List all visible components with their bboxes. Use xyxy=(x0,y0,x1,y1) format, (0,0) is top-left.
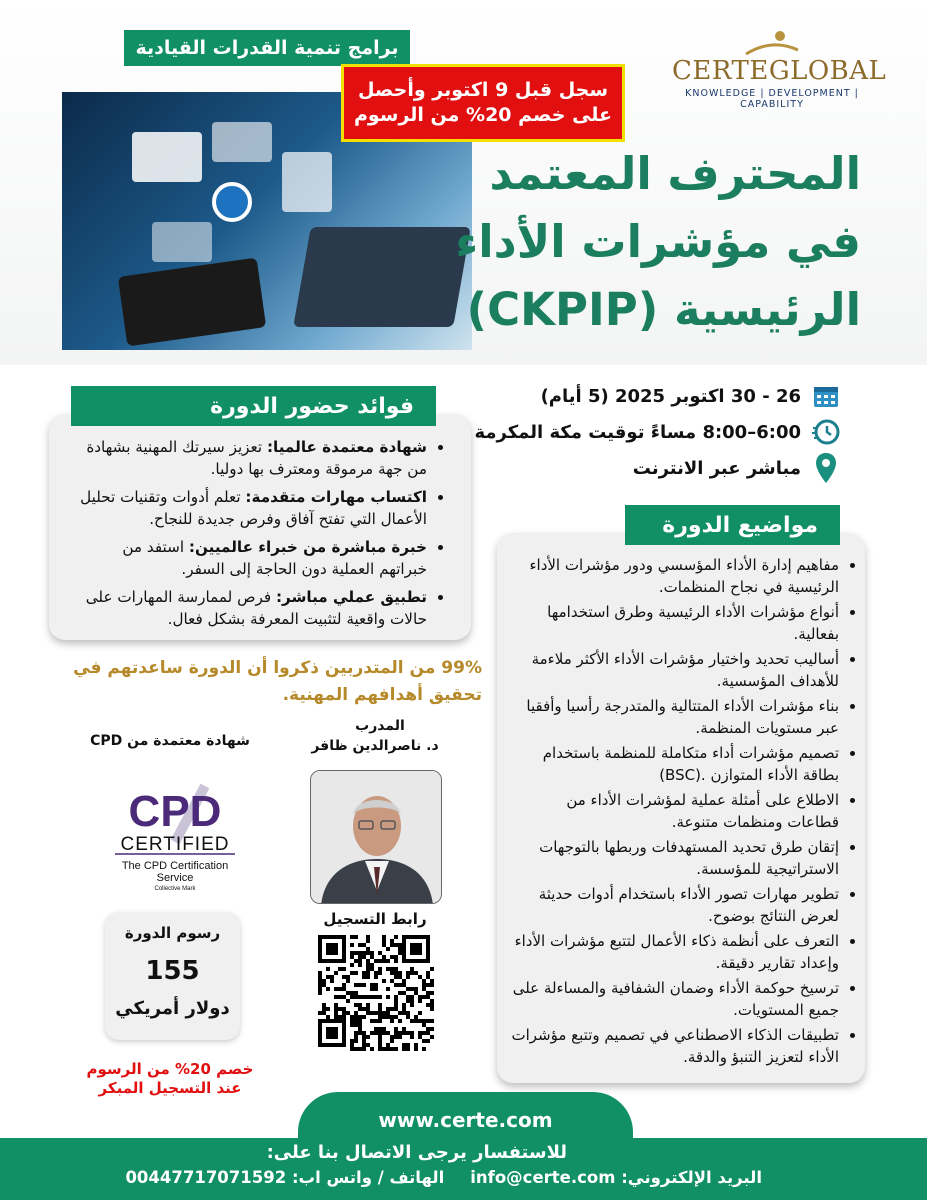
topics-list xyxy=(511,555,853,1068)
qr-code-icon xyxy=(318,935,434,1051)
date-row xyxy=(441,378,841,414)
contact-details xyxy=(125,1168,762,1187)
early-discount-line2: عند التسجيل المبكر xyxy=(98,1079,242,1097)
course-title xyxy=(441,140,861,344)
title-line1: المحترف المعتمد xyxy=(489,147,861,200)
cpd-logo-line2: Service xyxy=(156,872,194,884)
topics-header: مواضيع الدورة xyxy=(625,505,840,545)
topic-item: • بناء مؤشرات الأداء المتتالية والمتدرجة رأسيا وأفقيا عبر مستويات المنظمة. xyxy=(511,696,839,739)
topic-item: • أساليب تحديد واختيار مؤشرات الأداء الأكثر ملاءمة للأهداف المؤسسية. xyxy=(511,649,839,692)
topic-item: • تصميم مؤشرات أداء متكاملة للمنظمة باستخدام بطاقة الأداء المتوازن .(BSC) xyxy=(511,743,839,786)
title-line2: في مؤشرات الأداء xyxy=(455,215,861,268)
benefit-item xyxy=(71,486,427,530)
trainer-photo xyxy=(310,770,442,904)
benefit-text: استفد من خبراتهم العملية دون الحاجة إلى السفر. xyxy=(122,538,427,578)
course-time: 6:00–8:00 مساءً توقيت مكة المكرمة xyxy=(474,421,801,443)
fee-label: رسوم الدورة xyxy=(124,924,221,942)
benefit-title: شهادة معتمدة عالميا: xyxy=(266,438,427,456)
cpd-logo-line3: Collective Mark xyxy=(154,886,196,892)
course-info xyxy=(441,378,841,486)
certeglobal-logo xyxy=(672,28,887,113)
cpd-label: شهادة معتمدة من CPD xyxy=(90,733,250,749)
registration-qr-code[interactable] xyxy=(318,935,434,1051)
website-link[interactable]: www.certe.com xyxy=(298,1092,633,1148)
benefit-item xyxy=(71,536,427,580)
topic-item: • إتقان طرق تحديد المستهدفات وربطها بالتوجهات الاستراتيجية للمؤسسة. xyxy=(511,837,839,880)
title-line3: الرئيسية (CKPIP) xyxy=(466,283,861,336)
topic-item: • مفاهيم إدارة الأداء المؤسسي ودور مؤشرات الأداء الرئيسية في نجاح المنظمات. xyxy=(511,555,839,598)
fee-box xyxy=(105,912,240,1040)
phone-number[interactable]: 00447717071592 xyxy=(125,1168,287,1187)
benefit-title: خبرة مباشرة من خبراء عالميين: xyxy=(188,538,427,556)
fee-amount: 155 xyxy=(145,956,200,986)
benefit-text: تعلم أدوات وتقنيات تحليل الأعمال التي تفتح آفاق وفرص جديدة للنجاح. xyxy=(80,488,427,528)
early-discount xyxy=(70,1060,270,1098)
program-tag: برامج تنمية القدرات القيادية xyxy=(124,30,410,66)
email-group xyxy=(470,1168,762,1187)
benefits-header: فوائد حضور الدورة xyxy=(71,386,436,426)
calendar-icon xyxy=(811,384,841,408)
course-date: 26 - 30 اكتوبر 2025 (5 أيام) xyxy=(540,385,801,407)
trainer-name: د. ناصرالدين ظافر xyxy=(311,738,439,754)
email-label: البريد الإلكتروني: xyxy=(621,1168,762,1187)
topic-item: • الاطلاع على أمثلة عملية لمؤشرات الأداء من قطاعات ومنظمات متنوعة. xyxy=(511,790,839,833)
benefit-title: تطبيق عملي مباشر: xyxy=(275,588,427,606)
topic-item: • تطوير مهارات تصور الأداء باستخدام أدوات حديثة لعرض النتائج بوضوح. xyxy=(511,884,839,927)
benefit-title: اكتساب مهارات متقدمة: xyxy=(245,488,427,506)
early-discount-line1: خصم 20% من الرسوم xyxy=(86,1060,254,1078)
discount-banner-line1: سجل قبل 9 اكتوبر وأحصل xyxy=(357,79,609,102)
topic-item: • التعرف على أنظمة ذكاء الأعمال لتتبع مؤشرات الأداء وإعداد تقارير دقيقة. xyxy=(511,931,839,974)
benefit-text: فرص لممارسة المهارات على حالات واقعية لتثبيت المعرفة بشكل فعال. xyxy=(85,588,427,628)
email-link[interactable]: info@certe.com xyxy=(470,1168,616,1187)
cpd-logo-line1: The CPD Certification xyxy=(121,860,229,872)
cpd-certified-logo xyxy=(105,782,245,894)
topic-item: • أنواع مؤشرات الأداء الرئيسية وطرق استخدامها بفعالية. xyxy=(511,602,839,645)
benefit-item xyxy=(71,586,427,630)
contact-intro: للاستفسار يرجى الاتصال بنا على: xyxy=(266,1142,567,1163)
benefit-item xyxy=(71,436,427,480)
benefit-text: تعزيز سيرتك المهنية بشهادة من جهة مرموقة ومعترف بها دوليا. xyxy=(86,438,427,478)
footer xyxy=(0,1138,927,1200)
cpd-logo-certified: CERTIFIED xyxy=(120,834,230,855)
benefits-box xyxy=(49,414,471,640)
phone-label: الهاتف / واتس اب: xyxy=(291,1168,445,1187)
location-pin-icon xyxy=(811,452,841,484)
success-stat: 99% من المتدربين ذكروا أن الدورة ساعدتهم في تحقيق أهدافهم المهنية. xyxy=(73,658,482,705)
logo-tagline: KNOWLEDGE | DEVELOPMENT | CAPABILITY xyxy=(685,88,859,110)
discount-banner xyxy=(341,64,625,142)
registration-label: رابط التسجيل xyxy=(323,910,427,928)
topic-item: • تطبيقات الذكاء الاصطناعي في تصميم وتتبع مؤشرات الأداء لتعزيز التنبؤ والدقة. xyxy=(511,1025,839,1068)
topic-item: • ترسيخ حوكمة الأداء وضمان الشفافية والمساءلة على جميع المستويات. xyxy=(511,978,839,1021)
clock-icon xyxy=(811,418,841,446)
logo-brand: CERTEGLOBAL xyxy=(672,56,887,86)
logo-swoosh-icon xyxy=(742,28,802,58)
cpd-logo-main: CPD xyxy=(128,787,222,836)
phone-group xyxy=(125,1168,444,1187)
fee-currency: دولار أمريكي xyxy=(115,998,230,1019)
trainer-label: المدرب xyxy=(355,718,405,734)
trainer-portrait xyxy=(311,771,442,904)
location-row xyxy=(441,450,841,486)
discount-banner-line2: على خصم 20% من الرسوم xyxy=(353,104,613,126)
benefits-list xyxy=(71,436,441,630)
time-row xyxy=(441,414,841,450)
course-location: مباشر عبر الانترنت xyxy=(632,457,801,479)
topics-box xyxy=(497,533,865,1083)
